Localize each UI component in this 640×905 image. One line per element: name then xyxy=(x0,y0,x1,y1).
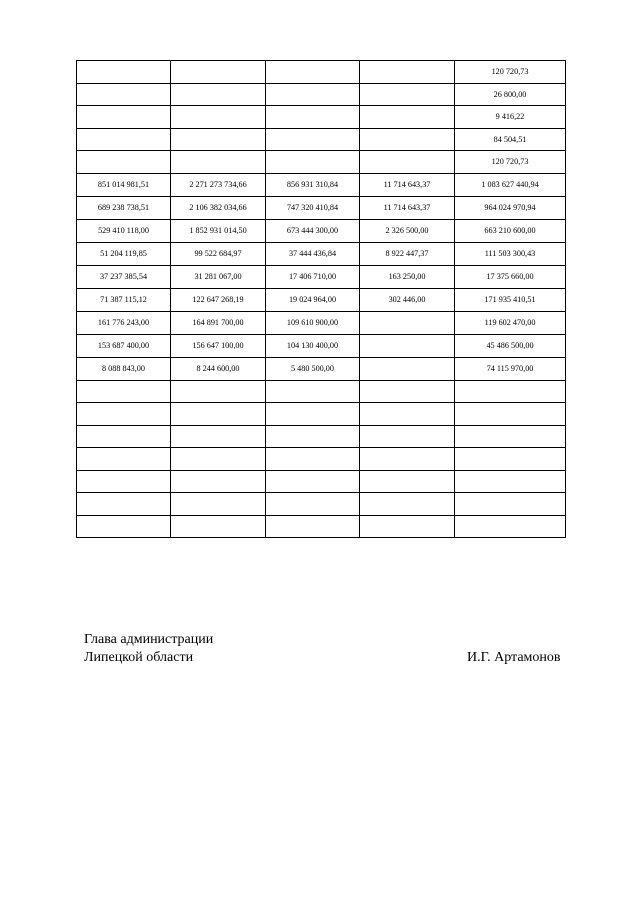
table-cell xyxy=(266,448,360,471)
table-cell xyxy=(77,128,171,151)
table-cell xyxy=(360,128,455,151)
financial-table-body xyxy=(77,61,566,538)
table-cell: 2 326 500,00 xyxy=(360,219,455,242)
signatory-position-line1: Глава администрации xyxy=(84,632,214,647)
table-cell xyxy=(171,83,266,106)
table-cell: 8 088 843,00 xyxy=(77,357,171,380)
table-cell xyxy=(77,493,171,516)
table-cell xyxy=(455,470,566,493)
table-row xyxy=(77,380,566,403)
table-cell xyxy=(266,403,360,426)
table-cell xyxy=(360,311,455,334)
table-cell: 153 687 400,00 xyxy=(77,334,171,357)
table-cell: 37 444 436,84 xyxy=(266,242,360,265)
table-cell: 8 922 447,37 xyxy=(360,242,455,265)
table-cell: 156 647 100,00 xyxy=(171,334,266,357)
table-cell xyxy=(77,448,171,471)
table-cell: 163 250,00 xyxy=(360,265,455,288)
table-row xyxy=(77,470,566,493)
table-cell: 689 238 738,51 xyxy=(77,196,171,219)
table-cell xyxy=(171,128,266,151)
signatory-position-line2: Липецкой области xyxy=(84,650,194,665)
table-cell: 11 714 643,37 xyxy=(360,173,455,196)
table-cell: 119 602 470,00 xyxy=(455,311,566,334)
table-cell: 164 891 700,00 xyxy=(171,311,266,334)
table-cell xyxy=(360,61,455,84)
table-cell: 856 931 310,84 xyxy=(266,173,360,196)
table-cell xyxy=(77,380,171,403)
table-cell xyxy=(171,470,266,493)
table-cell: 2 271 273 734,66 xyxy=(171,173,266,196)
table-cell: 161 776 243,00 xyxy=(77,311,171,334)
table-cell xyxy=(455,403,566,426)
table-row xyxy=(77,515,566,538)
table-cell xyxy=(360,515,455,538)
table-cell xyxy=(171,448,266,471)
table-cell xyxy=(171,515,266,538)
table-row xyxy=(77,493,566,516)
table-row xyxy=(77,288,566,311)
table-cell xyxy=(455,380,566,403)
table-row xyxy=(77,196,566,219)
table-row xyxy=(77,61,566,84)
table-cell xyxy=(360,83,455,106)
signatory-name: И.Г. Артамонов xyxy=(467,650,561,665)
table-row xyxy=(77,403,566,426)
table-cell: 673 444 300,00 xyxy=(266,219,360,242)
table-cell: 26 800,00 xyxy=(455,83,566,106)
table-cell: 529 410 118,00 xyxy=(77,219,171,242)
table-cell xyxy=(360,470,455,493)
table-cell: 120 720,73 xyxy=(455,151,566,174)
table-cell: 111 503 300,43 xyxy=(455,242,566,265)
table-row xyxy=(77,106,566,129)
table-row xyxy=(77,173,566,196)
table-row xyxy=(77,334,566,357)
table-cell: 51 204 119,85 xyxy=(77,242,171,265)
table-row xyxy=(77,219,566,242)
table-cell xyxy=(360,448,455,471)
financial-table xyxy=(76,60,566,538)
table-cell xyxy=(77,425,171,448)
table-cell: 964 024 970,94 xyxy=(455,196,566,219)
table-cell xyxy=(266,61,360,84)
table-cell: 74 115 970,00 xyxy=(455,357,566,380)
table-cell xyxy=(77,61,171,84)
table-cell xyxy=(360,106,455,129)
table-row xyxy=(77,242,566,265)
table-cell: 17 375 660,00 xyxy=(455,265,566,288)
table-cell xyxy=(77,151,171,174)
table-cell: 1 852 931 014,50 xyxy=(171,219,266,242)
table-cell xyxy=(266,470,360,493)
table-cell xyxy=(266,151,360,174)
table-cell xyxy=(455,448,566,471)
table-cell xyxy=(171,403,266,426)
table-cell xyxy=(266,83,360,106)
table-cell xyxy=(77,470,171,493)
table-cell: 1 083 627 440,94 xyxy=(455,173,566,196)
table-cell xyxy=(360,334,455,357)
table-cell xyxy=(360,425,455,448)
table-cell xyxy=(266,493,360,516)
table-cell: 5 480 500,00 xyxy=(266,357,360,380)
table-cell xyxy=(77,106,171,129)
table-cell: 71 387 115,12 xyxy=(77,288,171,311)
table-cell: 9 416,22 xyxy=(455,106,566,129)
table-row xyxy=(77,425,566,448)
table-cell: 84 504,51 xyxy=(455,128,566,151)
table-row xyxy=(77,83,566,106)
table-cell: 37 237 385,54 xyxy=(77,265,171,288)
table-cell xyxy=(455,493,566,516)
table-cell xyxy=(171,425,266,448)
table-cell: 120 720,73 xyxy=(455,61,566,84)
table-cell: 663 210 600,00 xyxy=(455,219,566,242)
table-row xyxy=(77,448,566,471)
table-cell: 19 024 964,00 xyxy=(266,288,360,311)
table-cell xyxy=(266,106,360,129)
signatory-position xyxy=(84,631,213,667)
table-cell xyxy=(266,515,360,538)
table-row xyxy=(77,357,566,380)
table-cell: 171 935 410,51 xyxy=(455,288,566,311)
table-cell xyxy=(77,83,171,106)
table-cell: 104 130 400,00 xyxy=(266,334,360,357)
table-cell xyxy=(455,515,566,538)
table-cell: 17 406 710,00 xyxy=(266,265,360,288)
table-row xyxy=(77,311,566,334)
table-cell xyxy=(266,380,360,403)
table-cell xyxy=(77,403,171,426)
table-cell: 45 486 500,00 xyxy=(455,334,566,357)
table-cell xyxy=(266,425,360,448)
table-cell xyxy=(171,61,266,84)
table-cell xyxy=(455,425,566,448)
table-row xyxy=(77,128,566,151)
table-cell xyxy=(77,515,171,538)
table-cell: 302 446,00 xyxy=(360,288,455,311)
table-cell xyxy=(360,380,455,403)
table-cell xyxy=(171,493,266,516)
table-cell xyxy=(360,493,455,516)
table-cell xyxy=(360,357,455,380)
table-cell xyxy=(171,380,266,403)
table-row xyxy=(77,151,566,174)
table-cell: 11 714 643,37 xyxy=(360,196,455,219)
table-cell: 109 610 900,00 xyxy=(266,311,360,334)
table-cell xyxy=(266,128,360,151)
table-cell: 122 647 268,19 xyxy=(171,288,266,311)
table-cell xyxy=(360,403,455,426)
table-cell: 747 320 410,84 xyxy=(266,196,360,219)
table-cell: 31 281 067,00 xyxy=(171,265,266,288)
table-cell: 8 244 600,00 xyxy=(171,357,266,380)
table-cell xyxy=(171,151,266,174)
table-row xyxy=(77,265,566,288)
table-cell: 851 014 981,51 xyxy=(77,173,171,196)
table-cell: 2 106 382 034,66 xyxy=(171,196,266,219)
table-cell xyxy=(171,106,266,129)
table-cell: 99 522 684,97 xyxy=(171,242,266,265)
table-cell xyxy=(360,151,455,174)
